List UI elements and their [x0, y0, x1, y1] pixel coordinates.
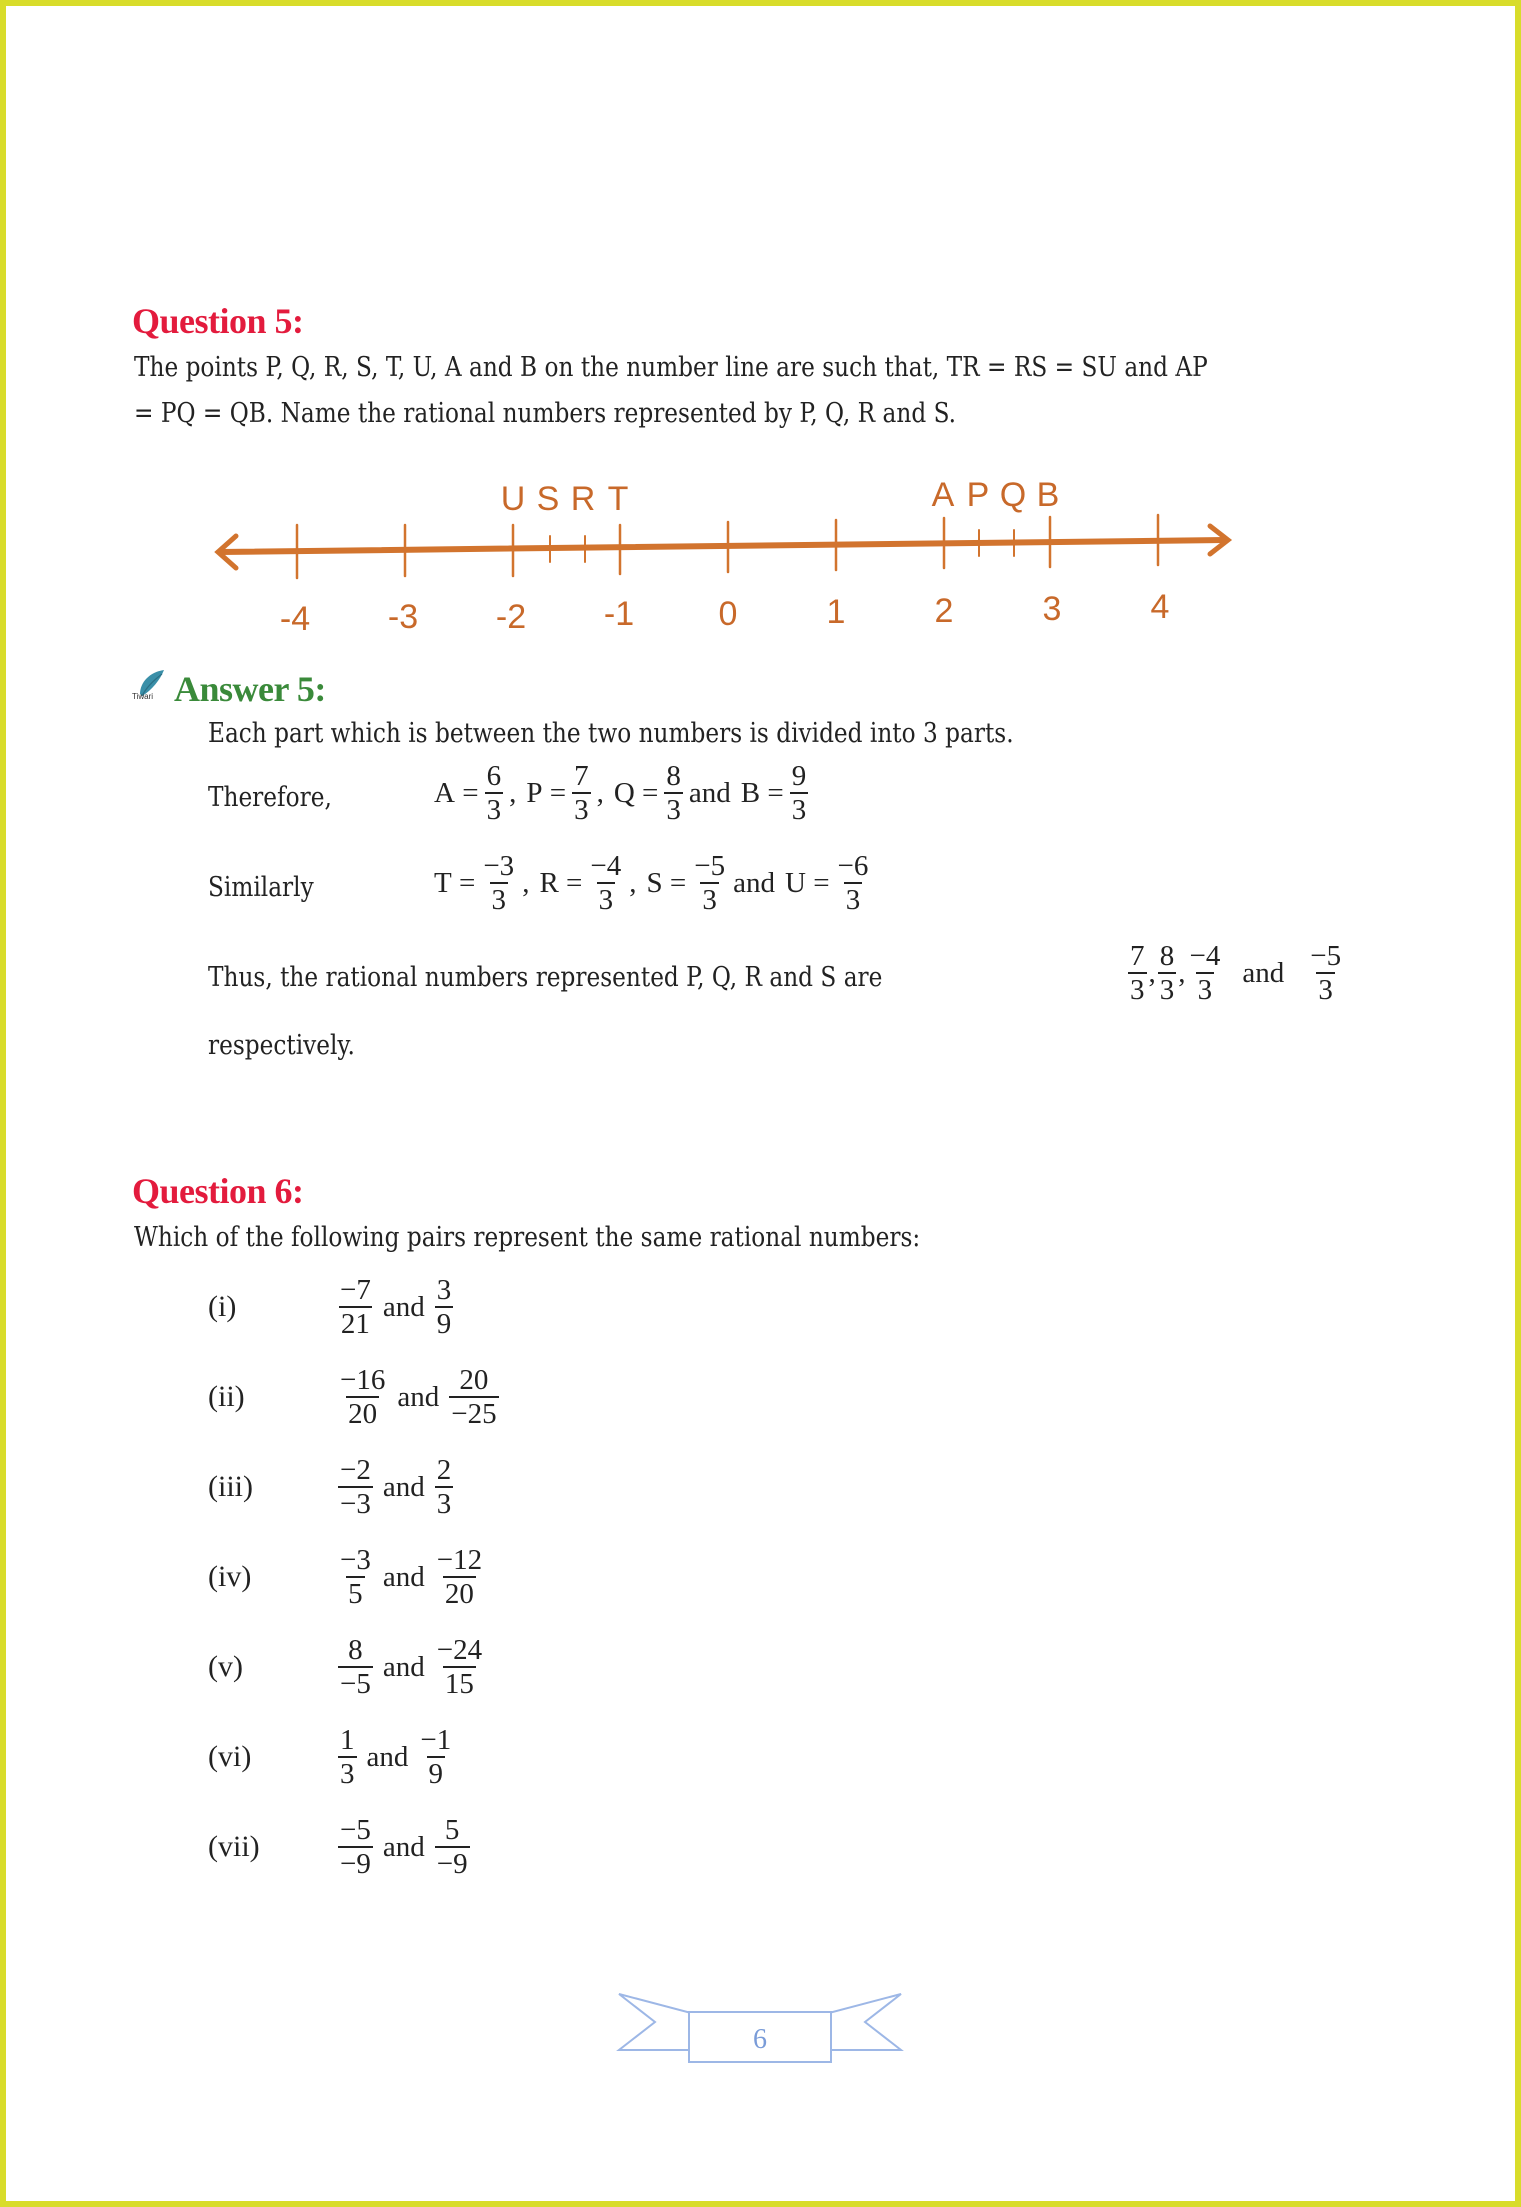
numerator: −12 — [436, 1544, 483, 1576]
denominator: −9 — [436, 1848, 468, 1880]
numerator: −2 — [340, 1454, 371, 1486]
var-p: P — [526, 776, 543, 809]
numerator: 20 — [459, 1364, 489, 1396]
numerator: 2 — [436, 1454, 452, 1486]
var-a: A — [434, 776, 455, 809]
question-5-text-line1: The points P, Q, R, S, T, U, A and B on the number line are such that, TR = RS = SU and AP — [134, 352, 1208, 383]
integer-ticks — [297, 515, 1158, 578]
fraction-q — [664, 760, 683, 826]
tick-labels — [280, 588, 1170, 638]
fraction-p — [572, 760, 591, 826]
denominator: 3 — [791, 794, 807, 826]
fraction-second — [435, 1544, 484, 1610]
denominator: 20 — [444, 1578, 474, 1610]
list-item — [208, 1720, 908, 1800]
tick-label: 1 — [826, 593, 846, 631]
fraction-first — [338, 1274, 373, 1340]
denominator: 15 — [444, 1668, 474, 1700]
fraction-a — [485, 760, 504, 826]
tiwari-logo-icon — [132, 666, 170, 704]
ribbon-left-tail — [619, 1994, 695, 2050]
numerator: 5 — [444, 1814, 460, 1846]
separator: , — [596, 776, 604, 809]
page-number-ribbon — [615, 1990, 905, 2070]
denominator: 3 — [1130, 974, 1145, 1006]
and-word: and — [382, 1650, 425, 1683]
denominator: 3 — [702, 884, 717, 916]
item-label: (vi) — [208, 1740, 252, 1773]
fraction-first — [338, 1454, 373, 1520]
fraction-t — [481, 850, 516, 916]
denominator: −5 — [340, 1668, 371, 1700]
answer-5-title: Answer 5: — [174, 669, 326, 709]
numerator: 7 — [1130, 940, 1145, 972]
item-label: (v) — [208, 1650, 243, 1683]
point-label-r: R — [570, 480, 596, 518]
tick-label: -1 — [603, 595, 635, 633]
numerator: −24 — [436, 1634, 483, 1666]
denominator: 9 — [428, 1758, 444, 1790]
similarly-label: Similarly — [208, 872, 314, 903]
fraction-q-result — [1158, 940, 1177, 1006]
and-word: and — [1242, 956, 1285, 989]
tick-label: 2 — [934, 592, 954, 630]
and-word: and — [397, 1380, 440, 1413]
list-item — [208, 1540, 908, 1620]
number-line-diagram — [200, 470, 1260, 650]
numerator: 7 — [574, 760, 589, 792]
fraction-first — [338, 1724, 357, 1790]
fraction-r-result — [1188, 940, 1223, 1006]
denominator: 3 — [1159, 974, 1175, 1006]
fraction-r — [588, 850, 623, 916]
numerator: −5 — [340, 1814, 371, 1846]
denominator: 3 — [574, 794, 589, 826]
question-6-text: Which of the following pairs represent the same rational numbers: — [134, 1222, 921, 1253]
list-item — [208, 1630, 908, 1710]
item-label: (ii) — [208, 1380, 245, 1413]
number-line-axis — [220, 540, 1225, 552]
denominator: −9 — [340, 1848, 371, 1880]
point-label-b: B — [1036, 476, 1060, 514]
and-word: and — [366, 1740, 409, 1773]
fraction-s — [692, 850, 727, 916]
fraction-s-result — [1308, 940, 1343, 1006]
denominator: 3 — [598, 884, 614, 916]
separator: and — [688, 776, 731, 809]
ribbon-right-tail — [825, 1994, 901, 2050]
tick-label: 4 — [1150, 588, 1170, 626]
numerator: 1 — [340, 1724, 355, 1756]
list-item — [208, 1450, 908, 1530]
numerator: −7 — [340, 1274, 371, 1306]
fraction-second — [435, 1274, 454, 1340]
numerator: 8 — [666, 760, 681, 792]
fraction-second — [435, 1634, 484, 1700]
var-t: T — [434, 866, 452, 899]
separator: , — [522, 866, 530, 899]
point-label-p: P — [966, 476, 990, 514]
similarly-equations: T = $\frac{-3}{3}$ , R = $\frac{-4}{3}$ , S = $\frac{-5}{3}$ and U = $\frac{-6}{3}$ — [434, 850, 869, 916]
denominator: 5 — [348, 1578, 363, 1610]
numerator: 8 — [348, 1634, 363, 1666]
item-label: (iv) — [208, 1560, 252, 1593]
fraction-b — [790, 760, 809, 826]
numerator: 8 — [1159, 940, 1175, 972]
fraction-first — [338, 1544, 373, 1610]
denominator: 3 — [436, 1488, 452, 1520]
fraction-first — [338, 1634, 373, 1700]
denominator: 21 — [340, 1308, 370, 1340]
and-word: and — [382, 1290, 425, 1323]
respectively-text: respectively. — [208, 1030, 355, 1061]
thus-fractions: $\frac{7}{3}$ , $\frac{8}{3}$ , $\frac{-4}{3}$ and $\frac{-5}{3}$ — [1130, 940, 1342, 1006]
fraction-first — [338, 1814, 373, 1880]
point-label-t: T — [607, 480, 629, 518]
denominator: 9 — [436, 1308, 452, 1340]
denominator: 3 — [666, 794, 681, 826]
and-word: and — [382, 1470, 425, 1503]
and-word: and — [382, 1560, 425, 1593]
numerator: −4 — [1189, 940, 1221, 972]
fraction-second — [418, 1724, 453, 1790]
logo-text: Tiwari — [132, 692, 154, 701]
point-labels — [501, 476, 1060, 518]
fraction-p-result — [1128, 940, 1147, 1006]
tick-label: 3 — [1042, 590, 1062, 628]
denominator: 3 — [845, 884, 861, 916]
denominator: 3 — [340, 1758, 355, 1790]
point-label-u: U — [500, 480, 526, 518]
and-word: and — [382, 1830, 425, 1863]
therefore-equations: A = $\frac{6}{3}$ , P = $\frac{7}{3}$ , Q = $\frac{8}{3}$ and B = $\frac{9}{3}$ — [434, 760, 807, 826]
answer-5-line1: Each part which is between the two numbers is divided into 3 parts. — [208, 718, 1014, 749]
page-number: 6 — [753, 2024, 767, 2055]
separator: and — [733, 866, 775, 899]
point-label-q: Q — [999, 476, 1027, 514]
item-label: (i) — [208, 1290, 237, 1323]
denominator: 20 — [348, 1398, 378, 1430]
therefore-label: Therefore, — [208, 782, 332, 813]
numerator: −1 — [420, 1724, 452, 1756]
numerator: 9 — [791, 760, 807, 792]
tick-label: -3 — [387, 598, 419, 636]
point-label-a: A — [931, 476, 955, 514]
var-q: Q — [613, 776, 635, 809]
numerator: −3 — [483, 850, 515, 882]
item-label: (vii) — [208, 1830, 260, 1863]
var-s: S — [646, 866, 663, 899]
denominator: 3 — [491, 884, 506, 916]
numerator: −3 — [340, 1544, 371, 1576]
list-item — [208, 1360, 908, 1440]
numerator: −4 — [590, 850, 622, 882]
list-item — [208, 1810, 908, 1890]
numerator: −16 — [340, 1364, 386, 1396]
numerator: 6 — [486, 760, 502, 792]
fraction-second — [435, 1454, 454, 1520]
fraction-second — [435, 1814, 470, 1880]
tick-label: 0 — [718, 595, 738, 633]
separator: , — [629, 866, 637, 899]
question-6-title: Question 6: — [132, 1171, 304, 1211]
thus-text: Thus, the rational numbers represented P, Q, R and S are — [208, 962, 883, 993]
var-b: B — [740, 776, 761, 809]
question-5-title: Question 5: — [132, 301, 304, 341]
fraction-first — [338, 1364, 387, 1430]
denominator: 3 — [1197, 974, 1213, 1006]
denominator: −3 — [340, 1488, 371, 1520]
tick-label: -2 — [495, 598, 527, 636]
numerator: 3 — [436, 1274, 452, 1306]
var-r: R — [539, 866, 559, 899]
denominator: −25 — [451, 1398, 497, 1430]
numerator: −6 — [837, 850, 869, 882]
list-item — [208, 1270, 908, 1350]
item-label: (iii) — [208, 1470, 253, 1503]
fraction-second — [449, 1364, 498, 1430]
fraction-u — [836, 850, 871, 916]
numerator: −5 — [694, 850, 726, 882]
numerator: −5 — [1310, 940, 1342, 972]
denominator: 3 — [486, 794, 502, 826]
var-u: U — [784, 866, 806, 899]
denominator: 3 — [1318, 974, 1333, 1006]
question-5-text-line2: = PQ = QB. Name the rational numbers represented by P, Q, R and S. — [134, 398, 957, 429]
tick-label: -4 — [279, 600, 311, 638]
point-label-s: S — [536, 480, 560, 518]
separator: , — [509, 776, 517, 809]
